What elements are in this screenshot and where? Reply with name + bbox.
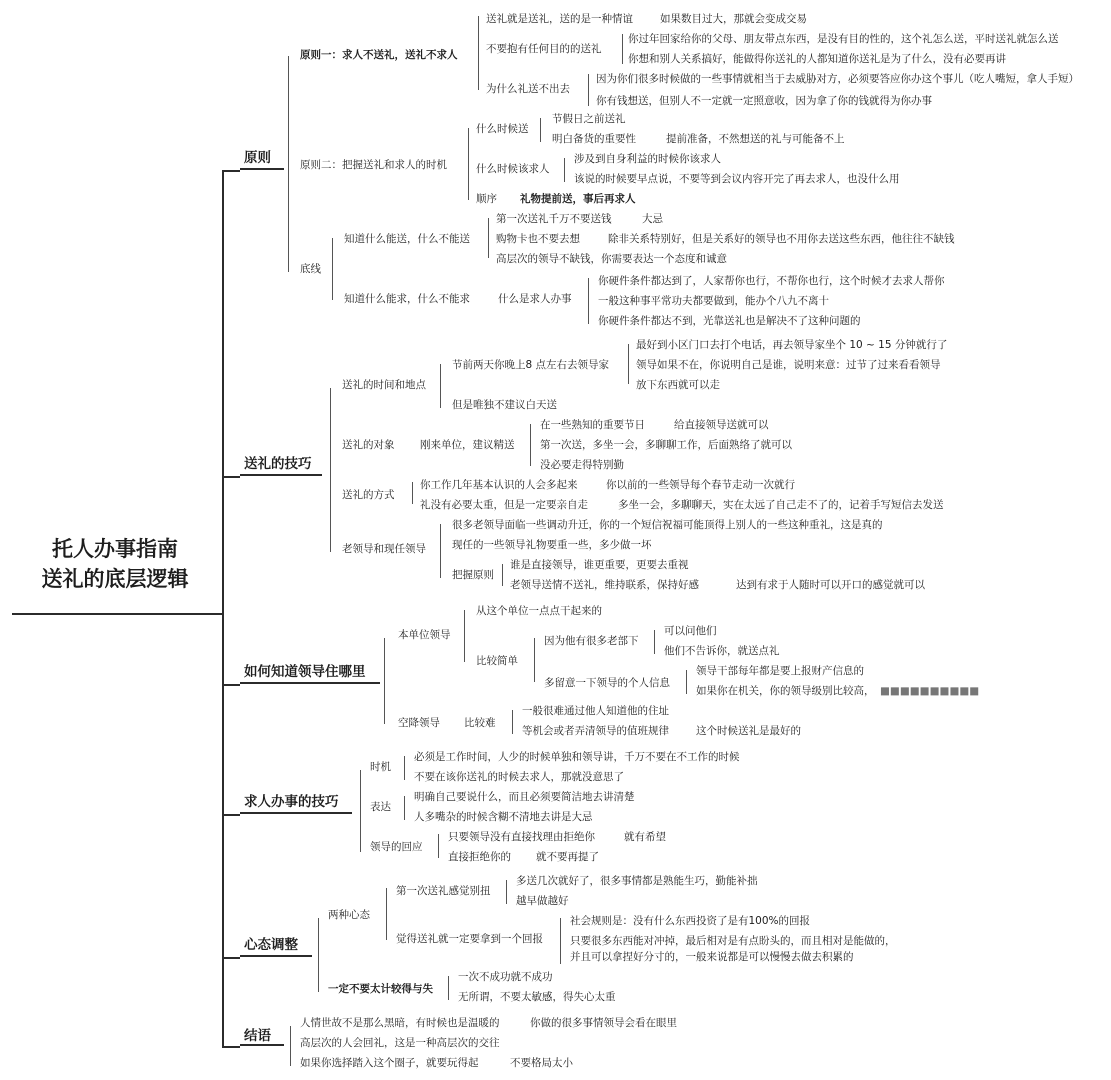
- principle-1b1: 你过年回家给你的父母、朋友带点东西，是没有目的性的，这个礼怎么送，平时送礼就怎么送: [628, 33, 1059, 45]
- section-leader-home: 如何知道领导住哪里: [244, 664, 366, 680]
- mind-two-1b: 越早做越好: [516, 895, 569, 907]
- redacted-text: ■■■■■■■■■■: [880, 685, 980, 697]
- principle-1c: 为什么礼送不出去: [486, 83, 570, 95]
- root-title-line-1: 托人办事指南: [52, 537, 178, 561]
- gift-target: 送礼的对象: [342, 439, 395, 451]
- gift-old-new-leader: 老领导和现任领导: [342, 543, 426, 555]
- principle-3b1: 什么是求人办事: [498, 293, 572, 305]
- ask-expression-2: 人多嘴杂的时候含糊不清地去讲是大忌: [414, 811, 593, 823]
- p2-line: [468, 128, 469, 200]
- s4-underline: [240, 812, 352, 814]
- gift-method-1: 你工作几年基本认识的人会多起来: [420, 479, 578, 491]
- m1a-line: [506, 880, 507, 904]
- home-own-2b1: 领导干部每年都是要上报财产信息的: [696, 665, 864, 677]
- principle-1b2: 你想和别人关系搞好，能做得你送礼的人都知道你送礼是为了什么，没有必要再讲: [628, 53, 1006, 65]
- principle-3a2a: 除非关系特别好，但是关系好的领导也不用你去送这些东西，他往往不缺钱: [608, 233, 955, 245]
- principle-3a1a: 大忌: [642, 213, 663, 225]
- branch-s6: [222, 1046, 240, 1048]
- principle-3b1c: 你硬件条件都达不到，光靠送礼也是解决不了这种问题的: [598, 315, 861, 327]
- ask-response-1: 只要领导没有直接找理由拒绝你: [448, 831, 595, 843]
- principle-2b2: 该说的时候要早点说，不要等到会议内容开完了再去求人，也没什么用: [574, 173, 900, 185]
- g1a-line: [628, 344, 629, 384]
- end-3: 如果你选择踏入这个圈子，就要玩得起: [300, 1057, 479, 1069]
- home-own-2b2: 如果你在机关，你的领导级别比较高，: [696, 685, 875, 697]
- mind-two-2: 觉得送礼就一定要拿到一个回报: [396, 933, 543, 945]
- mind-two-1: 第一次送礼感觉别扭: [396, 885, 491, 897]
- principle-3: 底线: [300, 263, 321, 275]
- end-2: 高层次的人会回礼，这是一种高层次的交往: [300, 1037, 500, 1049]
- home-own-2a: 因为他有很多老部下: [544, 635, 639, 647]
- home-parachuted-1b1: 这个时候送礼是最好的: [696, 725, 801, 737]
- home-parachuted-leader: 空降领导: [398, 717, 440, 729]
- principle-3b1b: 一般这种事平常功夫都要做到，能办个八九不离十: [598, 295, 829, 307]
- s4-sub-line: [360, 770, 361, 852]
- s5-underline: [240, 955, 312, 957]
- principle-2a2: 明白备货的重要性: [552, 133, 636, 145]
- principle-2b1: 涉及到自身利益的时候你该求人: [574, 153, 721, 165]
- principle-1a: 送礼就是送礼，送的是一种情谊: [486, 13, 633, 25]
- home-parachuted-1a: 一般很难通过他人知道他的住址: [522, 705, 669, 717]
- mind-two-2c: 并且可以拿捏好分寸的，一般来说都是可以慢慢去做去积累的: [570, 951, 854, 963]
- section-asking-skills: 求人办事的技巧: [244, 794, 339, 810]
- principle-2b: 什么时候该求人: [476, 163, 550, 175]
- m2-line: [448, 976, 449, 1000]
- end-3a: 不要格局太小: [510, 1057, 573, 1069]
- gift-old-new-2: 现任的一些领导礼物要重一些，多少做一坏: [452, 539, 652, 551]
- a3-line: [438, 834, 439, 858]
- g1-line: [440, 364, 441, 408]
- mind-no-gain-loss: 一定不要太计较得与失: [328, 983, 433, 995]
- s6-sub-line: [290, 1026, 291, 1066]
- mind-two-1a: 多送几次就好了，很多事情都是熟能生巧，勤能补拙: [516, 875, 758, 887]
- home-own-1: 从这个单位一点点干起来的: [476, 605, 602, 617]
- principle-3a1: 第一次送礼千万不要送钱: [496, 213, 612, 225]
- gift-time-1a: 最好到小区门口去打个电话，再去领导家坐个 10 ~ 15 分钟就行了: [636, 339, 948, 351]
- mind-two-2b: 只要很多东西能对冲掉，最后相对是有点盼头的，而且相对是能做的，: [570, 935, 896, 947]
- p3b1-line: [588, 278, 589, 324]
- g4-line: [440, 524, 441, 578]
- home-own-2: 比较简单: [476, 655, 518, 667]
- section-mindset: 心态调整: [244, 937, 298, 953]
- h1b1-line: [654, 630, 655, 654]
- m1b-line: [560, 918, 561, 964]
- g2a-line: [530, 424, 531, 466]
- principle-2: 原则二：把握送礼和求人的时机: [300, 159, 447, 171]
- mind-no-gain-loss-1: 一次不成功就不成功: [458, 971, 553, 983]
- ask-response: 领导的回应: [370, 841, 423, 853]
- home-parachuted-1b: 等机会或者弄清领导的值班规律: [522, 725, 669, 737]
- principle-1b: 不要抱有任何目的的送礼: [486, 43, 602, 55]
- section-gift-skills: 送礼的技巧: [244, 456, 312, 472]
- principle-1: 原则一：求人不送礼，送礼不求人: [300, 49, 458, 61]
- root-title-line-2: 送礼的底层逻辑: [41, 567, 189, 591]
- home-own-2a1: 可以问他们: [664, 625, 717, 637]
- s2-sub-line: [330, 388, 331, 552]
- h1b2-line: [686, 670, 687, 694]
- ask-timing-2: 不要在该你送礼的时候去求人，那就没意思了: [414, 771, 624, 783]
- home-own-2b: 多留意一下领导的个人信息: [544, 677, 670, 689]
- end-1a: 你做的很多事情领导会看在眼里: [530, 1017, 677, 1029]
- branch-s5: [222, 957, 240, 959]
- mind-two-2a: 社会规则是：没有什么东西投资了是有100%的回报: [570, 915, 811, 927]
- p2a-line: [540, 118, 541, 142]
- gift-target-1a: 在一些熟知的重要节日: [540, 419, 645, 431]
- trunk-line: [222, 170, 224, 1048]
- gift-time-2: 但是唯独不建议白天送: [452, 399, 557, 411]
- h2a-line: [512, 710, 513, 734]
- gift-method-1a: 你以前的一些领导每个春节走动一次就行: [606, 479, 795, 491]
- gift-old-new-3b: 老领导送情不送礼，维持联系，保持好感: [510, 579, 699, 591]
- principle-3a3: 高层次的领导不缺钱，你需要表达一个态度和诚意: [496, 253, 727, 265]
- gift-old-new-3: 把握原则: [452, 569, 494, 581]
- principle-3a2: 购物卡也不要去想: [496, 233, 580, 245]
- root-title: [20, 534, 210, 594]
- branch-s1: [222, 170, 240, 172]
- home-own-2a2: 他们不告诉你，就送点礼: [664, 645, 780, 657]
- g3-line: [412, 482, 413, 504]
- ask-expression: 表达: [370, 801, 391, 813]
- s6-underline: [240, 1044, 284, 1046]
- ask-timing-1: 必须是工作时间，人少的时候单独和领导讲，千万不要在不工作的时候: [414, 751, 740, 763]
- principle-2a1: 节假日之前送礼: [552, 113, 626, 125]
- gift-old-new-1: 很多老领导面临一些调动升迁，你的一个短信祝福可能顶得上别人的一些这种重礼，这是真的: [452, 519, 883, 531]
- mind-two-mindsets: 两种心态: [328, 909, 370, 921]
- branch-s4: [222, 814, 240, 816]
- principle-2c1: 礼物提前送，事后再求人: [520, 193, 636, 205]
- principle-1c1: 因为你们很多时候做的一些事情就相当于去威胁对方，必须要答应你办这个事儿（吃人嘴短，拿人手短）: [596, 73, 1079, 85]
- s1-underline: [240, 168, 284, 170]
- branch-s3: [222, 684, 240, 686]
- ask-response-1a: 就有希望: [624, 831, 666, 843]
- g4c-line: [502, 564, 503, 586]
- gift-time-1b: 领导如果不在，你说明自己是谁，说明来意：过节了过来看看领导: [636, 359, 941, 371]
- p3-line: [332, 238, 333, 300]
- gift-target-1: 刚来单位，建议精送: [420, 439, 515, 451]
- a2-line: [404, 796, 405, 820]
- principle-3b1a: 你硬件条件都达到了，人家帮你也行，不帮你也行，这个时候才去求人帮你: [598, 275, 945, 287]
- ask-response-2a: 就不要再提了: [536, 851, 599, 863]
- m1-line: [386, 888, 387, 940]
- s1-sub-line: [288, 56, 289, 272]
- gift-old-new-3a: 谁是直接领导，谁更重要，更要去重视: [510, 559, 689, 571]
- s3-underline: [240, 682, 380, 684]
- section-principle: 原则: [244, 150, 271, 166]
- p1-line: [478, 16, 479, 90]
- gift-time-1c: 放下东西就可以走: [636, 379, 720, 391]
- s5-sub-line: [318, 918, 319, 992]
- ask-response-2: 直接拒绝你的: [448, 851, 511, 863]
- gift-time-1: 节前两天你晚上8 点左右去领导家: [452, 359, 610, 371]
- principle-3b: 知道什么能求，什么不能求: [344, 293, 470, 305]
- end-1: 人情世故不是那么黑暗，有时候也是温暖的: [300, 1017, 500, 1029]
- root-underline: [12, 613, 222, 615]
- ask-expression-1: 明确自己要说什么，而且必须要简洁地去讲清楚: [414, 791, 635, 803]
- p1b-line: [622, 34, 623, 64]
- gift-time-place: 送礼的时间和地点: [342, 379, 426, 391]
- gift-target-1b: 第一次送，多坐一会，多聊聊工作，后面熟络了就可以: [540, 439, 792, 451]
- principle-1c2: 你有钱想送，但别人不一定就一定照意收，因为拿了你的钱就得为你办事: [596, 95, 932, 107]
- home-parachuted-1: 比较难: [464, 717, 496, 729]
- p3a-line: [488, 218, 489, 258]
- s2-underline: [240, 474, 322, 476]
- gift-old-new-3b1: 达到有求于人随时可以开口的感觉就可以: [736, 579, 925, 591]
- p2b-line: [564, 158, 565, 182]
- gift-target-1c: 没必要走得特别勤: [540, 459, 624, 471]
- p1c-line: [588, 74, 589, 106]
- gift-method-2: 礼没有必要太重，但是一定要亲自走: [420, 499, 588, 511]
- s3-sub-line: [384, 638, 385, 724]
- gift-target-1a1: 给直接领导送就可以: [674, 419, 769, 431]
- gift-method-2a: 多坐一会，多聊聊天，实在太远了自己走不了的，记着手写短信去发送: [618, 499, 944, 511]
- home-own-leader: 本单位领导: [398, 629, 451, 641]
- principle-2a2a: 提前准备，不然想送的礼与可能备不上: [666, 133, 845, 145]
- h1-line: [464, 610, 465, 662]
- principle-1a1: 如果数目过大，那就会变成交易: [660, 13, 807, 25]
- ask-timing: 时机: [370, 761, 391, 773]
- branch-s2: [222, 476, 240, 478]
- a1-line: [404, 756, 405, 780]
- mind-no-gain-loss-2: 无所谓，不要太敏感，得失心太重: [458, 991, 616, 1003]
- principle-2a: 什么时候送: [476, 123, 529, 135]
- principle-3a: 知道什么能送，什么不能送: [344, 233, 470, 245]
- principle-2c: 顺序: [476, 193, 497, 205]
- gift-method: 送礼的方式: [342, 489, 395, 501]
- section-conclusion: 结语: [244, 1028, 271, 1044]
- h1b-line: [534, 638, 535, 682]
